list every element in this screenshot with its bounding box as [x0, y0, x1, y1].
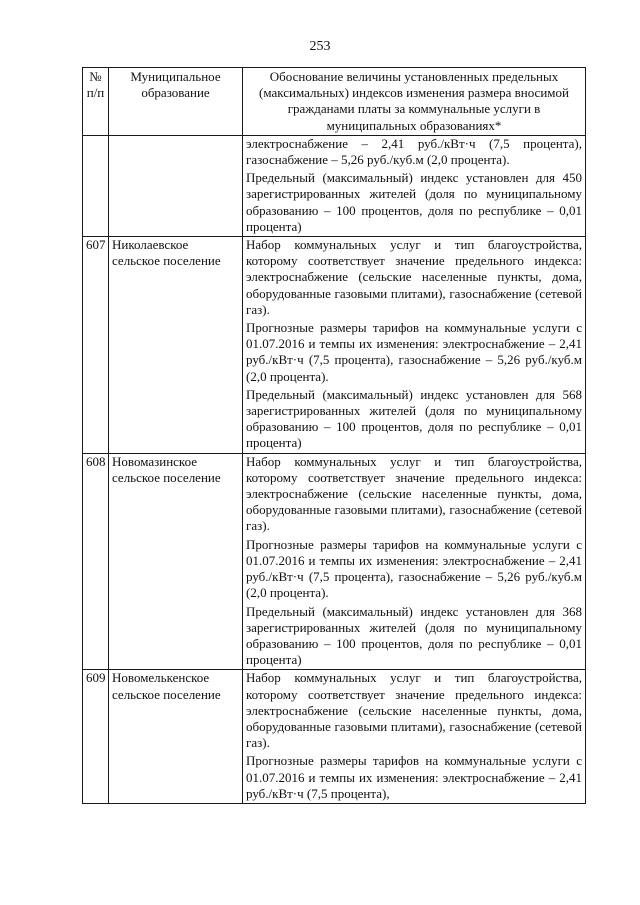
- header-justification: Обоснование величины установленных предельных (максимальных) индексов изменения размера вносимой гражданами платы за коммунальные услуги в муниципальных образованиях*: [243, 68, 586, 136]
- table-row: [83, 453, 586, 670]
- row-justification: [243, 453, 586, 670]
- row-number: 608: [83, 453, 109, 670]
- row-justification: [243, 237, 586, 454]
- table-row: [83, 237, 586, 454]
- paragraph: Набор коммунальных услуг и тип благоустройства, которому соответствует значение предельного индекса: электроснабжение (сельские населенные пункты, дома, оборудованные газовыми плитами), газоснабжение (сетевой газ).: [246, 670, 582, 751]
- paragraph: Прогнозные размеры тарифов на коммунальные услуги с 01.07.2016 и темпы их изменения: электроснабжение – 2,41 руб./кВт·ч (7,5 процента),: [246, 753, 582, 801]
- page-number: 253: [309, 39, 331, 54]
- paragraph: Предельный (максимальный) индекс установлен для 450 зарегистрированных жителей (доля по муниципальному образованию – 100 процентов, доля по республике – 0,01 процента): [246, 170, 582, 234]
- table-row: [83, 135, 586, 236]
- row-number: [83, 135, 109, 236]
- row-municipality: Новомазинское сельское поселение: [109, 453, 243, 670]
- row-municipality: Николаевское сельское поселение: [109, 237, 243, 454]
- paragraph: электроснабжение – 2,41 руб./кВт·ч (7,5 процента), газоснабжение – 5,26 руб./куб.м (2,0 процента).: [246, 135, 582, 168]
- paragraph: Набор коммунальных услуг и тип благоустройства, которому соответствует значение предельного индекса: электроснабжение (сельские населенные пункты, дома, оборудованные газовыми плитами), газоснабжение (сетевой газ).: [246, 453, 582, 534]
- row-justification: [243, 135, 586, 236]
- table-row: [83, 670, 586, 804]
- paragraph: Набор коммунальных услуг и тип благоустройства, которому соответствует значение предельного индекса: электроснабжение (сельские населенные пункты, дома, оборудованные газовыми плитами), газоснабжение (сетевой газ).: [246, 237, 582, 317]
- index-table: [82, 67, 586, 804]
- row-municipality: Новомелькенское сельское поселение: [109, 670, 243, 804]
- paragraph: Предельный (максимальный) индекс установлен для 568 зарегистрированных жителей (доля по муниципальному образованию – 100 процентов, доля по республике – 0,01 процента): [246, 386, 582, 451]
- table-header-row: [83, 68, 586, 136]
- paragraph: Предельный (максимальный) индекс установлен для 368 зарегистрированных жителей (доля по муниципальному образованию – 100 процентов, доля по республике – 0,01 процента): [246, 603, 582, 668]
- row-municipality: [109, 135, 243, 236]
- row-number: 607: [83, 237, 109, 454]
- paragraph: Прогнозные размеры тарифов на коммунальные услуги с 01.07.2016 и темпы их изменения: электроснабжение – 2,41 руб./кВт·ч (7,5 процента), газоснабжение – 5,26 руб./куб.м (2,0 процента).: [246, 536, 582, 601]
- header-number: № п/п: [83, 68, 109, 136]
- row-number: 609: [83, 670, 109, 804]
- row-justification: [243, 670, 586, 804]
- paragraph: Прогнозные размеры тарифов на коммунальные услуги с 01.07.2016 и темпы их изменения: электроснабжение – 2,41 руб./кВт·ч (7,5 процента), газоснабжение – 5,26 руб./куб.м (2,0 процента).: [246, 320, 582, 384]
- header-municipality: Муниципальное образование: [109, 68, 243, 136]
